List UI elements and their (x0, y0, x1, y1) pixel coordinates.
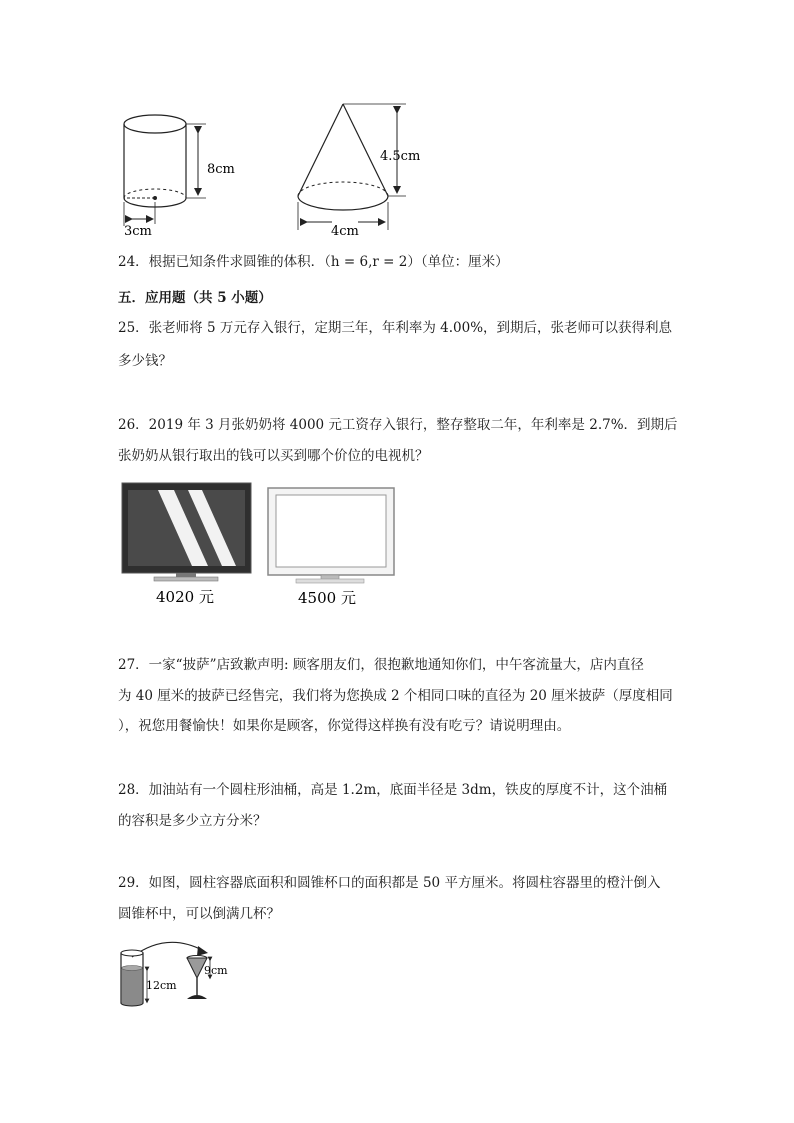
tv-1-image (122, 483, 251, 581)
geometry-figures-top (110, 98, 440, 240)
container-and-cup-figure (112, 935, 242, 1010)
question-28-line-2: 的容积是多少立方分米？ (118, 813, 267, 829)
question-26-line-1: 26．2019 年 3 月张奶奶将 4000 元工资存入银行，整存整取二年，年利率是 2.7%．到期后 (118, 417, 678, 433)
question-26-line-2: 张奶奶从银行取出的钱可以买到哪个价位的电视机？ (118, 448, 429, 464)
cylinder-figure (124, 115, 206, 226)
cone-diameter-label: 4cm (331, 224, 359, 239)
cylinder-container-icon (121, 950, 147, 1006)
cone-cup-icon (187, 956, 210, 1000)
question-25-line-2: 多少钱？ (118, 353, 172, 369)
question-27-line-3: ），祝您用餐愉快！如果你是顾客，你觉得这样换有没有吃亏？请说明理由。 (118, 718, 571, 734)
tv-2-price: 4500 元 (298, 589, 356, 607)
cone-height-label: 4.5cm (380, 149, 421, 164)
question-29-line-2: 圆锥杯中，可以倒满几杯？ (118, 906, 280, 922)
question-25-line-1: 25．张老师将 5 万元存入银行，定期三年，年利率为 4.00%，到期后，张老师可以获得利息 (118, 320, 673, 336)
cylinder-height-label: 8cm (207, 162, 235, 177)
tv-2-image (268, 488, 394, 583)
tv-1-price: 4020 元 (156, 588, 214, 606)
container-height-label: 12cm (146, 979, 177, 992)
question-27-line-2: 为 40 厘米的披萨已经售完，我们将为您换成 2 个相同口味的直径为 20 厘米披萨（厚度相同 (118, 688, 673, 704)
section-heading-application: 五．应用题（共 5 小题） (118, 290, 272, 306)
cup-height-label: 9cm (204, 964, 228, 977)
cylinder-radius-label: 3cm (124, 224, 152, 239)
question-24: 24．根据已知条件求圆锥的体积．（h = 6,r = 2）（单位：厘米） (118, 254, 509, 270)
cone-figure (298, 104, 406, 230)
question-28-line-1: 28．加油站有一个圆柱形油桶，高是 1.2m，底面半径是 3dm，铁皮的厚度不计，这个油桶 (118, 782, 668, 798)
question-27-line-1: 27．一家“披萨”店致歉声明: 顾客朋友们，很抱歉地通知你们，中午客流量大，店内直径 (118, 657, 644, 673)
question-29-line-1: 29．如图，圆柱容器底面积和圆锥杯口的面积都是 50 平方厘米。将圆柱容器里的橙汁倒入 (118, 875, 661, 891)
tv-options-figure (118, 480, 400, 610)
